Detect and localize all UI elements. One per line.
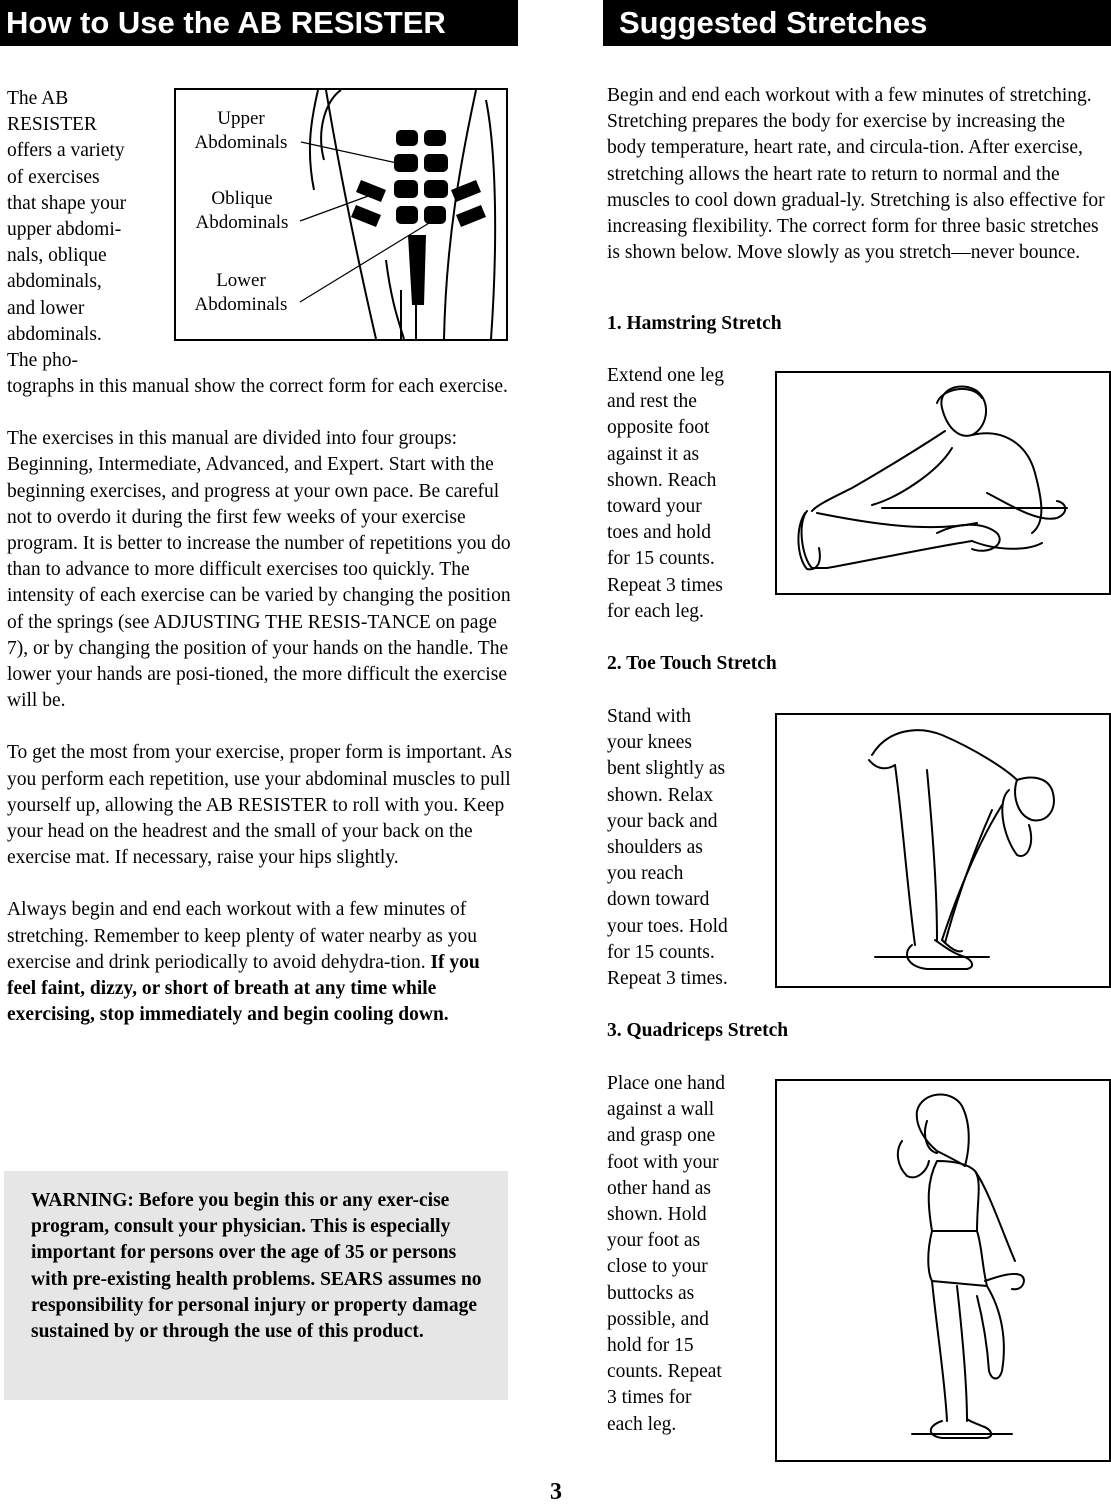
stretch-line: shown. Relax: [607, 784, 714, 806]
section-heading-how-to-use: How to Use the AB RESISTER: [0, 0, 518, 46]
intro-line: abdominals.: [7, 323, 102, 345]
stretch-line: foot with your: [607, 1151, 719, 1173]
label-line: Oblique: [211, 188, 273, 209]
quadriceps-stretch-illustration: [777, 1081, 1109, 1460]
section-heading-suggested-stretches: Suggested Stretches: [603, 0, 1111, 46]
quadriceps-stretch-figure: [775, 1079, 1111, 1462]
left-body-text: [7, 374, 512, 1028]
stretch-line: counts. Repeat: [607, 1361, 722, 1383]
intro-continued: tographs in this manual show the correct form for each exercise.: [7, 376, 508, 397]
lower-abdominals-label: [176, 269, 306, 317]
stretch-line: you reach: [607, 863, 684, 885]
intro-line: The AB: [7, 88, 69, 109]
label-line: Upper: [217, 108, 265, 129]
label-line: Abdominals: [194, 132, 288, 153]
intro-line: upper abdomi-: [7, 219, 122, 241]
stretch-line: down toward: [607, 889, 710, 911]
intro-line: of exercises: [7, 166, 100, 188]
intro-line: abdominals,: [7, 271, 102, 293]
stretch-line: your back and: [607, 810, 718, 832]
stretching-text: Always begin and end each workout with a few minutes of stretching. Remember to keep plenty of water nearby as you exercise and drink periodically to avoid dehydra-tion.: [7, 899, 478, 973]
stretch-line: toes and hold: [607, 522, 711, 544]
stretch-line: shown. Hold: [607, 1204, 707, 1226]
stretch-line: shown. Reach: [607, 469, 717, 491]
stretch-line: Extend one leg: [607, 365, 724, 386]
hamstring-stretch-figure: [775, 371, 1111, 595]
intro-text: [7, 86, 167, 374]
stretch-line: against it as: [607, 443, 700, 465]
paragraph-form: To get the most from your exercise, proper form is important. As you perform each repetition, use your abdominal muscles to pull yourself up, allowing the AB RESISTER to roll with you. Keep your head on the headrest and the small of your back on the exercise mat. If necessary, raise your hips slightly.: [7, 742, 512, 869]
stretch-line: your knees: [607, 732, 693, 754]
stretch-line: hold for 15: [607, 1335, 694, 1357]
quadriceps-stretch-text: [607, 1071, 777, 1438]
intro-line: nals, oblique: [7, 245, 107, 267]
quadriceps-stretch-title: 3. Quadriceps Stretch: [607, 1020, 789, 1041]
toe-touch-stretch-illustration: [777, 715, 1109, 986]
stretch-line: possible, and: [607, 1308, 709, 1330]
toe-touch-stretch-title: 2. Toe Touch Stretch: [607, 653, 777, 674]
label-line: Lower: [216, 270, 266, 291]
intro-line: RESISTER: [7, 114, 97, 136]
stretch-line: Place one hand: [607, 1073, 726, 1094]
upper-abdominals-label: [176, 107, 306, 155]
safety-notice: If you feel faint, dizzy, or short of breath at any time while exercising, stop immediately and begin cooling down.: [7, 951, 480, 1026]
hamstring-stretch-title: 1. Hamstring Stretch: [607, 313, 782, 334]
intro-line: The pho-: [7, 350, 78, 372]
stretch-line: Repeat 3 times: [607, 574, 723, 596]
toe-touch-stretch-text: [607, 704, 777, 992]
intro-line: offers a variety: [7, 140, 125, 162]
stretch-line: for 15 counts.: [607, 548, 715, 570]
abdominals-figure: [174, 88, 508, 341]
stretch-line: for each leg.: [607, 600, 704, 622]
label-line: Abdominals: [194, 294, 288, 315]
paragraph-groups: The exercises in this manual are divided into four groups: Beginning, Intermediate, Advanced, and Expert. Start with the beginning exercises, and progress at your own pace. Be careful not to overdo it during the first few weeks of your exercise program. It is better to increase the number of repetitions you do than to advance to more difficult exercises too quickly. The intensity of each exercise can be varied by changing the position of the springs (see ADJUSTING THE RESIS-TANCE on page 7), or by changing the position of your hands on the handle. The lower your hands are posi-tioned, the more difficult the exercise will be.: [7, 428, 511, 712]
stretch-line: opposite foot: [607, 417, 710, 439]
stretch-line: each leg.: [607, 1413, 677, 1435]
stretch-line: Stand with: [607, 706, 691, 727]
warning-box: WARNING: Before you begin this or any exer-cise program, consult your physician. This is especially important for persons over the age of 35 or persons with pre-existing health problems. SEARS assumes no responsibility for personal injury or property damage sustained by or through the use of this product.: [4, 1171, 508, 1400]
stretch-line: for 15 counts.: [607, 941, 715, 963]
page-number: 3: [550, 1479, 562, 1505]
label-line: Abdominals: [195, 212, 289, 233]
intro-line: that shape your: [7, 192, 127, 214]
stretch-line: and grasp one: [607, 1125, 716, 1147]
toe-touch-stretch-figure: [775, 713, 1111, 988]
stretch-line: shoulders as: [607, 837, 703, 859]
stretch-line: against a wall: [607, 1099, 715, 1121]
stretch-line: your toes. Hold: [607, 915, 728, 937]
stretch-line: 3 times for: [607, 1387, 692, 1409]
stretch-line: bent slightly as: [607, 758, 726, 780]
stretch-line: Repeat 3 times.: [607, 968, 728, 990]
hamstring-stretch-illustration: [777, 373, 1109, 593]
stretch-line: buttocks as: [607, 1282, 695, 1304]
stretch-line: other hand as: [607, 1177, 711, 1199]
stretch-line: close to your: [607, 1256, 708, 1278]
stretch-line: toward your: [607, 496, 702, 518]
stretches-intro: Begin and end each workout with a few minutes of stretching. Stretching prepares the body for exercise by increasing the body temperature, heart rate, and circula-tion. After exercise, stretching allows the heart rate to return to normal and the muscles to cool down gradual-ly. Stretching is also effective for increasing flexibility. The correct form for three basic stretches is shown below. Move slowly as you stretch—never bounce.: [607, 85, 1105, 264]
oblique-abdominals-label: [177, 187, 307, 235]
hamstring-stretch-text: [607, 363, 777, 625]
intro-line: and lower: [7, 297, 85, 319]
stretch-line: and rest the: [607, 391, 697, 413]
stretch-line: your foot as: [607, 1230, 701, 1252]
paragraph-stretching: [7, 897, 512, 1028]
